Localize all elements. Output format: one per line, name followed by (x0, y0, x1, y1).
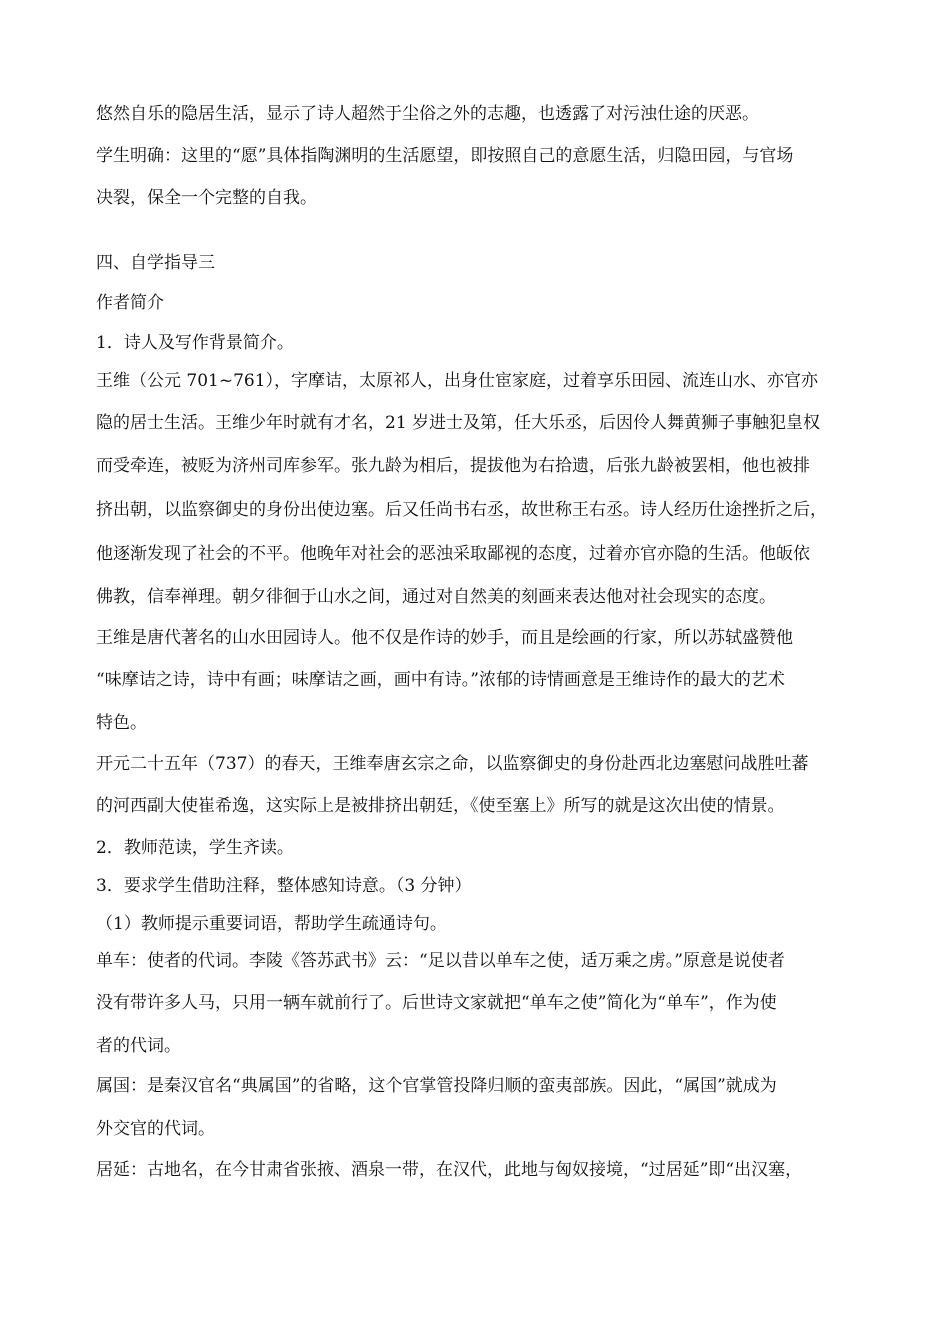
text-line: 的河西副大使崔希逸，这实际上是被排挤出朝廷，《使至塞上》所写的就是这次出使的情景。 (96, 796, 785, 816)
list-item: 2．教师范读，学生齐读。 (96, 838, 294, 858)
list-item: （1）教师提示重要词语，帮助学生疏通诗句。 (96, 914, 447, 934)
text-line: 王维是唐代著名的山水田园诗人。他不仅是作诗的妙手，而且是绘画的行家，所以苏轼盛赞他 (96, 628, 793, 648)
text-line: 悠然自乐的隐居生活，显示了诗人超然于尘俗之外的志趣，也透露了对污浊仕途的厌恶。 (96, 104, 759, 124)
text-line: 单车：使者的代词。李陵《答苏武书》云：“足以昔以单车之使，适万乘之虏。”原意是说使者 (96, 951, 785, 971)
subsection-heading: 作者简介 (96, 293, 164, 313)
text-line: 居延：古地名，在今甘肃省张掖、酒泉一带，在汉代，此地与匈奴接境，“过居延”即“出汉塞， (96, 1160, 803, 1180)
text-line: 决裂，保全一个完整的自我。 (96, 188, 317, 208)
text-line: 开元二十五年（737）的春天，王维奉唐玄宗之命，以监察御史的身份赴西北边塞慰问战胜吐蕃 (96, 754, 809, 774)
text-line: “味摩诘之诗，诗中有画；味摩诘之画，画中有诗。”浓郁的诗情画意是王维诗作的最大的艺术 (96, 670, 785, 690)
text-line: 外交官的代词。 (96, 1119, 215, 1139)
text-line: 学生明确：这里的“愿”具体指陶渊明的生活愿望，即按照自己的意愿生活，归隐田园，与官场 (96, 146, 794, 166)
text-line: 王维（公元 701~761），字摩诘，太原祁人，出身仕宦家庭，过着享乐田园、流连山水、亦官亦 (96, 371, 819, 391)
list-item: 1．诗人及写作背景简介。 (96, 333, 294, 353)
text-line: 隐的居士生活。王维少年时就有才名，21 岁进士及第，任大乐丞，后因伶人舞黄狮子事触犯皇权 (96, 413, 821, 433)
text-line: 没有带许多人马，只用一辆车就前行了。后世诗文家就把“单车之使”简化为“单车”，作为使 (96, 993, 777, 1013)
text-line: 而受牵连，被贬为济州司库参军。张九龄为相后，提拔他为右拾遗，后张九龄被罢相，他也被排 (96, 456, 810, 476)
text-line: 佛教，信奉禅理。朝夕徘徊于山水之间，通过对自然美的刻画来表达他对社会现实的态度。 (96, 587, 776, 607)
list-item: 3．要求学生借助注释，整体感知诗意。（3 分钟） (96, 876, 472, 896)
text-line: 挤出朝，以监察御史的身份出使边塞。后又任尚书右丞，故世称王右丞。诗人经历仕途挫折之后， (96, 500, 827, 520)
section-heading: 四、自学指导三 (96, 253, 215, 273)
text-line: 特色。 (96, 713, 147, 733)
text-line: 他逐渐发现了社会的不平。他晚年对社会的恶浊采取鄙视的态度，过着亦官亦隐的生活。他皈依 (96, 544, 810, 564)
text-line: 者的代词。 (96, 1036, 181, 1056)
text-line: 属国：是秦汉官名“典属国”的省略，这个官掌管投降归顺的蛮夷部族。因此，“属国”就成为 (96, 1076, 777, 1096)
